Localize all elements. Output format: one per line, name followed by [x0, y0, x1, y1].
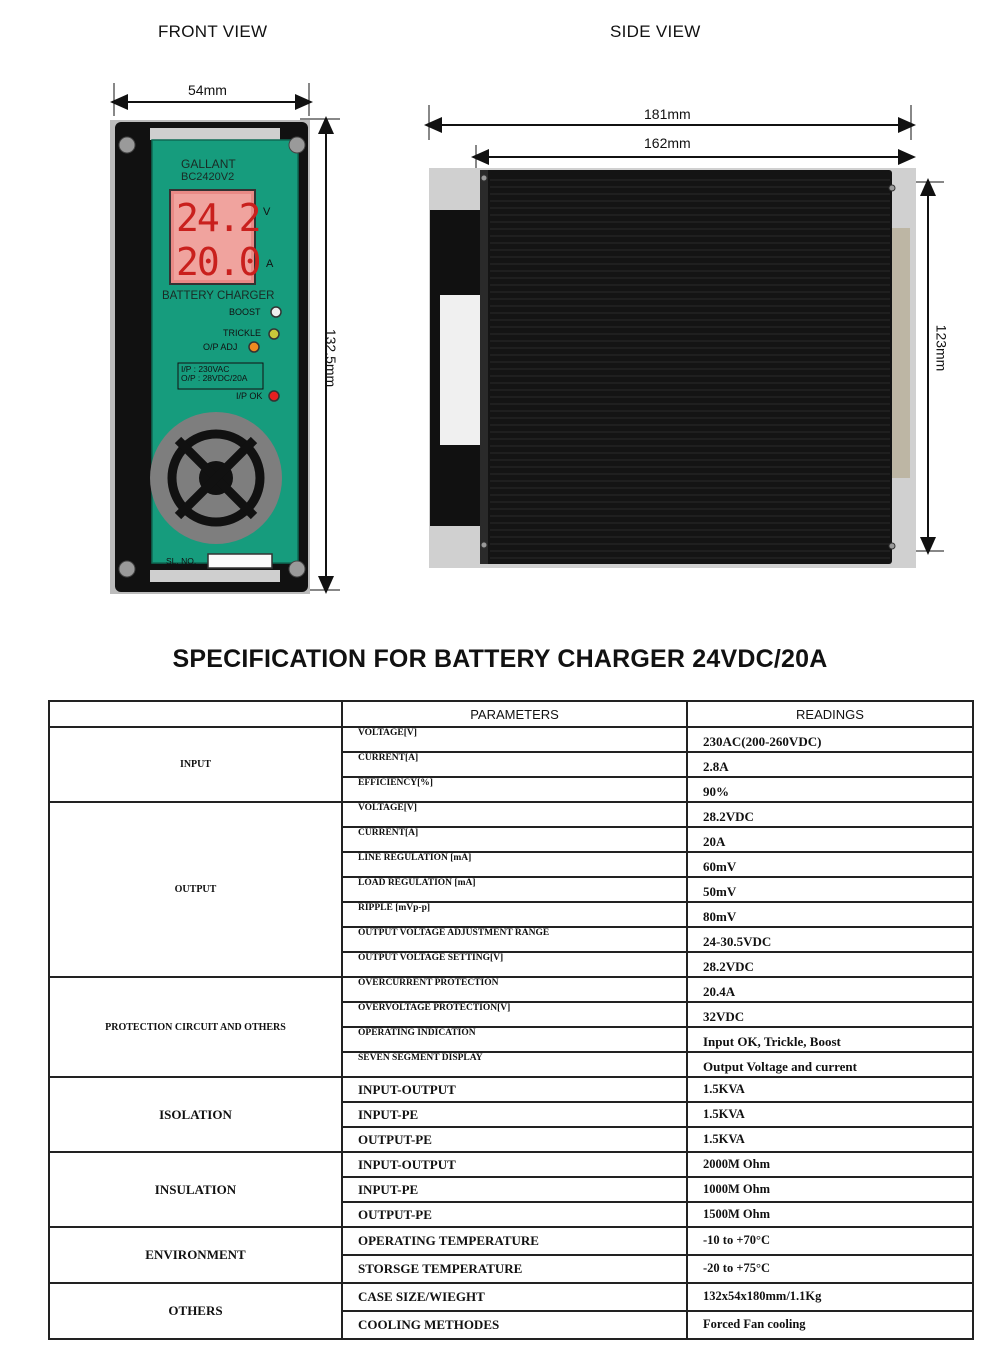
reading-cell: -20 to +75°C	[687, 1255, 973, 1283]
parameter-cell: INPUT-PE	[342, 1102, 687, 1127]
category-cell: OUTPUT	[49, 802, 342, 977]
table-row	[49, 1077, 973, 1102]
table-row	[49, 1227, 973, 1255]
overall-length-label: 181mm	[644, 106, 691, 122]
parameter-cell: RIPPLE [mVp-p]	[342, 902, 687, 927]
parameter-cell: OVERVOLTAGE PROTECTION[V]	[342, 1002, 687, 1027]
parameter-cell: OVERCURRENT PROTECTION	[342, 977, 687, 1002]
ip-ok-label: I/P OK	[236, 391, 263, 401]
reading-cell: 230AC(200-260VDC)	[687, 727, 973, 752]
parameter-cell: INPUT-OUTPUT	[342, 1077, 687, 1102]
parameter-cell: VOLTAGE[V]	[342, 802, 687, 827]
parameter-cell: OUTPUT-PE	[342, 1202, 687, 1227]
header-params: PARAMETERS	[342, 701, 687, 727]
reading-cell: 1000M Ohm	[687, 1177, 973, 1202]
reading-cell: Input OK, Trickle, Boost	[687, 1027, 973, 1052]
reading-cell: 1.5KVA	[687, 1102, 973, 1127]
reading-cell: -10 to +70°C	[687, 1227, 973, 1255]
reading-cell: 80mV	[687, 902, 973, 927]
side-view-title: SIDE VIEW	[610, 22, 701, 41]
parameter-cell: LINE REGULATION [mA]	[342, 852, 687, 877]
height-label: 123mm	[933, 324, 950, 372]
category-cell: INPUT	[49, 727, 342, 802]
reading-cell: 1500M Ohm	[687, 1202, 973, 1227]
parameter-cell: OUTPUT-PE	[342, 1127, 687, 1152]
table-row	[49, 1152, 973, 1177]
display-voltage: 24.2	[176, 196, 260, 240]
front-width-label: 54mm	[188, 82, 227, 98]
parameter-cell: OPERATING TEMPERATURE	[342, 1227, 687, 1255]
reading-cell: Forced Fan cooling	[687, 1311, 973, 1339]
reading-cell: 90%	[687, 777, 973, 802]
boost-led-icon	[271, 307, 281, 317]
header-readings: READINGS	[687, 701, 973, 727]
parameter-cell: CURRENT[A]	[342, 752, 687, 777]
category-cell: INSULATION	[49, 1152, 342, 1227]
op-adj-led-icon	[249, 342, 259, 352]
side-view-drawing	[420, 100, 980, 580]
parameter-cell: OUTPUT VOLTAGE ADJUSTMENT RANGE	[342, 927, 687, 952]
category-cell: ENVIRONMENT	[49, 1227, 342, 1283]
parameter-cell: STORSGE TEMPERATURE	[342, 1255, 687, 1283]
front-view-title: FRONT VIEW	[158, 22, 268, 41]
trickle-label: TRICKLE	[223, 328, 262, 338]
parameter-cell: INPUT-PE	[342, 1177, 687, 1202]
unit-a-label: A	[266, 258, 274, 270]
parameter-cell: CURRENT[A]	[342, 827, 687, 852]
display-current: 20.0	[176, 240, 260, 284]
reading-cell: 24-30.5VDC	[687, 927, 973, 952]
parameter-cell: EFFICIENCY[%]	[342, 777, 687, 802]
reading-cell: Output Voltage and current	[687, 1052, 973, 1077]
spec-title: SPECIFICATION FOR BATTERY CHARGER 24VDC/20A	[172, 645, 828, 673]
reading-cell: 50mV	[687, 877, 973, 902]
reading-cell: 32VDC	[687, 1002, 973, 1027]
reading-cell: 2000M Ohm	[687, 1152, 973, 1177]
category-cell: PROTECTION CIRCUIT AND OTHERS	[49, 977, 342, 1077]
reading-cell: 1.5KVA	[687, 1127, 973, 1152]
front-view-drawing	[100, 78, 360, 598]
ip-ok-led-icon	[269, 391, 279, 401]
table-row	[49, 977, 973, 1002]
reading-cell: 28.2VDC	[687, 952, 973, 977]
rating-op-label: O/P : 28VDC/20A	[181, 373, 248, 383]
category-cell: ISOLATION	[49, 1077, 342, 1152]
parameter-cell: OPERATING INDICATION	[342, 1027, 687, 1052]
category-cell: OTHERS	[49, 1283, 342, 1339]
brand-label: GALLANT	[181, 157, 236, 171]
op-adj-label: O/P ADJ	[203, 342, 238, 352]
unit-v-label: V	[263, 206, 271, 218]
parameter-cell: INPUT-OUTPUT	[342, 1152, 687, 1177]
rating-ip-label: I/P : 230VAC	[181, 364, 230, 374]
parameter-cell: COOLING METHODES	[342, 1311, 687, 1339]
spec-table	[48, 700, 974, 1340]
body-length-label: 162mm	[644, 135, 691, 151]
header-category	[49, 701, 342, 727]
parameter-cell: VOLTAGE[V]	[342, 727, 687, 752]
table-row	[49, 802, 973, 827]
reading-cell: 28.2VDC	[687, 802, 973, 827]
trickle-led-icon	[269, 329, 279, 339]
table-row	[49, 727, 973, 752]
reading-cell: 1.5KVA	[687, 1077, 973, 1102]
panel-label: BATTERY CHARGER	[162, 290, 275, 302]
parameter-cell: LOAD REGULATION [mA]	[342, 877, 687, 902]
reading-cell: 20.4A	[687, 977, 973, 1002]
reading-cell: 132x54x180mm/1.1Kg	[687, 1283, 973, 1311]
boost-label: BOOST	[229, 307, 261, 317]
reading-cell: 2.8A	[687, 752, 973, 777]
parameter-cell: OUTPUT VOLTAGE SETTING[V]	[342, 952, 687, 977]
parameter-cell: CASE SIZE/WIEGHT	[342, 1283, 687, 1311]
model-label: BC2420V2	[181, 171, 235, 183]
serial-label: SL. NO.	[166, 556, 197, 566]
reading-cell: 60mV	[687, 852, 973, 877]
reading-cell: 20A	[687, 827, 973, 852]
table-row	[49, 1283, 973, 1311]
parameter-cell: SEVEN SEGMENT DISPLAY	[342, 1052, 687, 1077]
front-height-label: 132.5mm	[323, 328, 340, 388]
table-header-row	[49, 701, 973, 727]
